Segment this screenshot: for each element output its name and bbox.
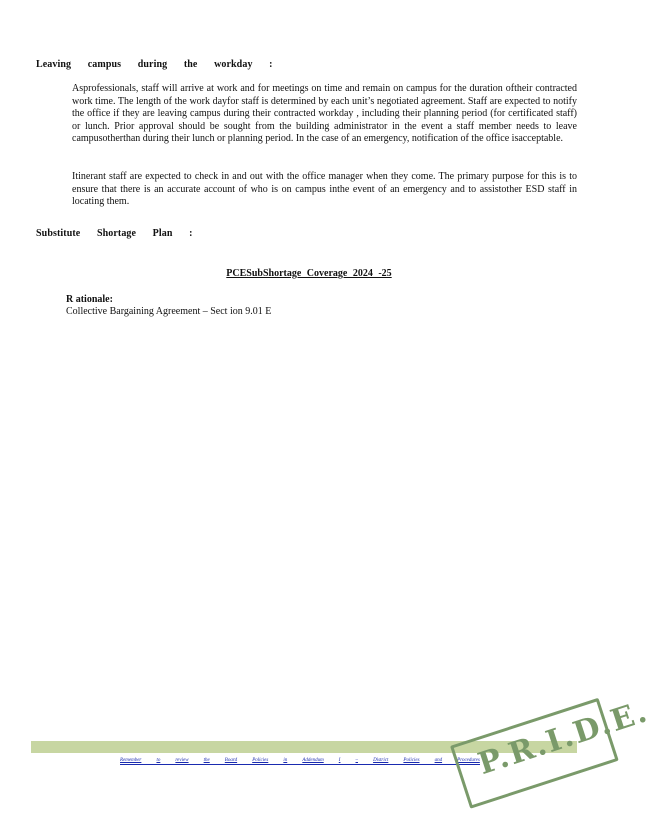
footer-word: Policies: [252, 758, 269, 763]
footer-word: District: [373, 758, 389, 763]
rationale-text: Collective Bargaining Agreement – Sect ion 9.01 E: [66, 306, 272, 317]
footer-word: to: [156, 758, 161, 763]
footer-word: Addendum: [302, 758, 324, 763]
footer-word: review: [175, 758, 189, 763]
stamp-text: P.R.I.D.E.: [474, 694, 653, 782]
footer-word: –: [355, 758, 358, 763]
rationale-label: R ationale:: [66, 294, 113, 305]
footer-word: and: [434, 758, 443, 763]
footer-reminder-link[interactable]: [120, 758, 480, 765]
footer-word: Policies: [403, 758, 420, 763]
footer-word: I: [338, 758, 341, 763]
leaving-campus-paragraph-1: Asprofessionals, staff will arrive at work and for meetings on time and remain on campus for the duration oftheir contracted work time. The length of the work dayfor staff is determined by each unit’s negotiated agreement. Staff are expected to notify the office if they are leaving campus during their contracted workday , including their planning period (for certificated staff) or lunch. Prior approval should be sought from the building administrator in the event a staff member needs to leave campusotherthan during their lunch or planning period. In the case of an emergency, notification of the office isacceptable.: [72, 83, 577, 145]
sub-shortage-coverage-title: PCESubShortage Coverage 2024 -25: [226, 268, 392, 279]
footer-word: Board: [224, 758, 238, 763]
footer-word: in: [283, 758, 288, 763]
leaving-campus-paragraph-2: Itinerant staff are expected to check in and out with the office manager when they come. The primary purpose for this is to ensure that there is an accurate account of who is on campus inthe event of an emergency and to assistother ESD staff in locating them.: [72, 171, 577, 208]
leaving-campus-heading: Leaving campus during the workday :: [36, 59, 273, 70]
footer-word: the: [203, 758, 210, 763]
pride-stamp: [450, 694, 653, 822]
footer-word: Procedures: [457, 758, 480, 763]
substitute-shortage-heading: Substitute Shortage Plan :: [36, 228, 193, 239]
footer-word: Remember: [120, 758, 142, 763]
